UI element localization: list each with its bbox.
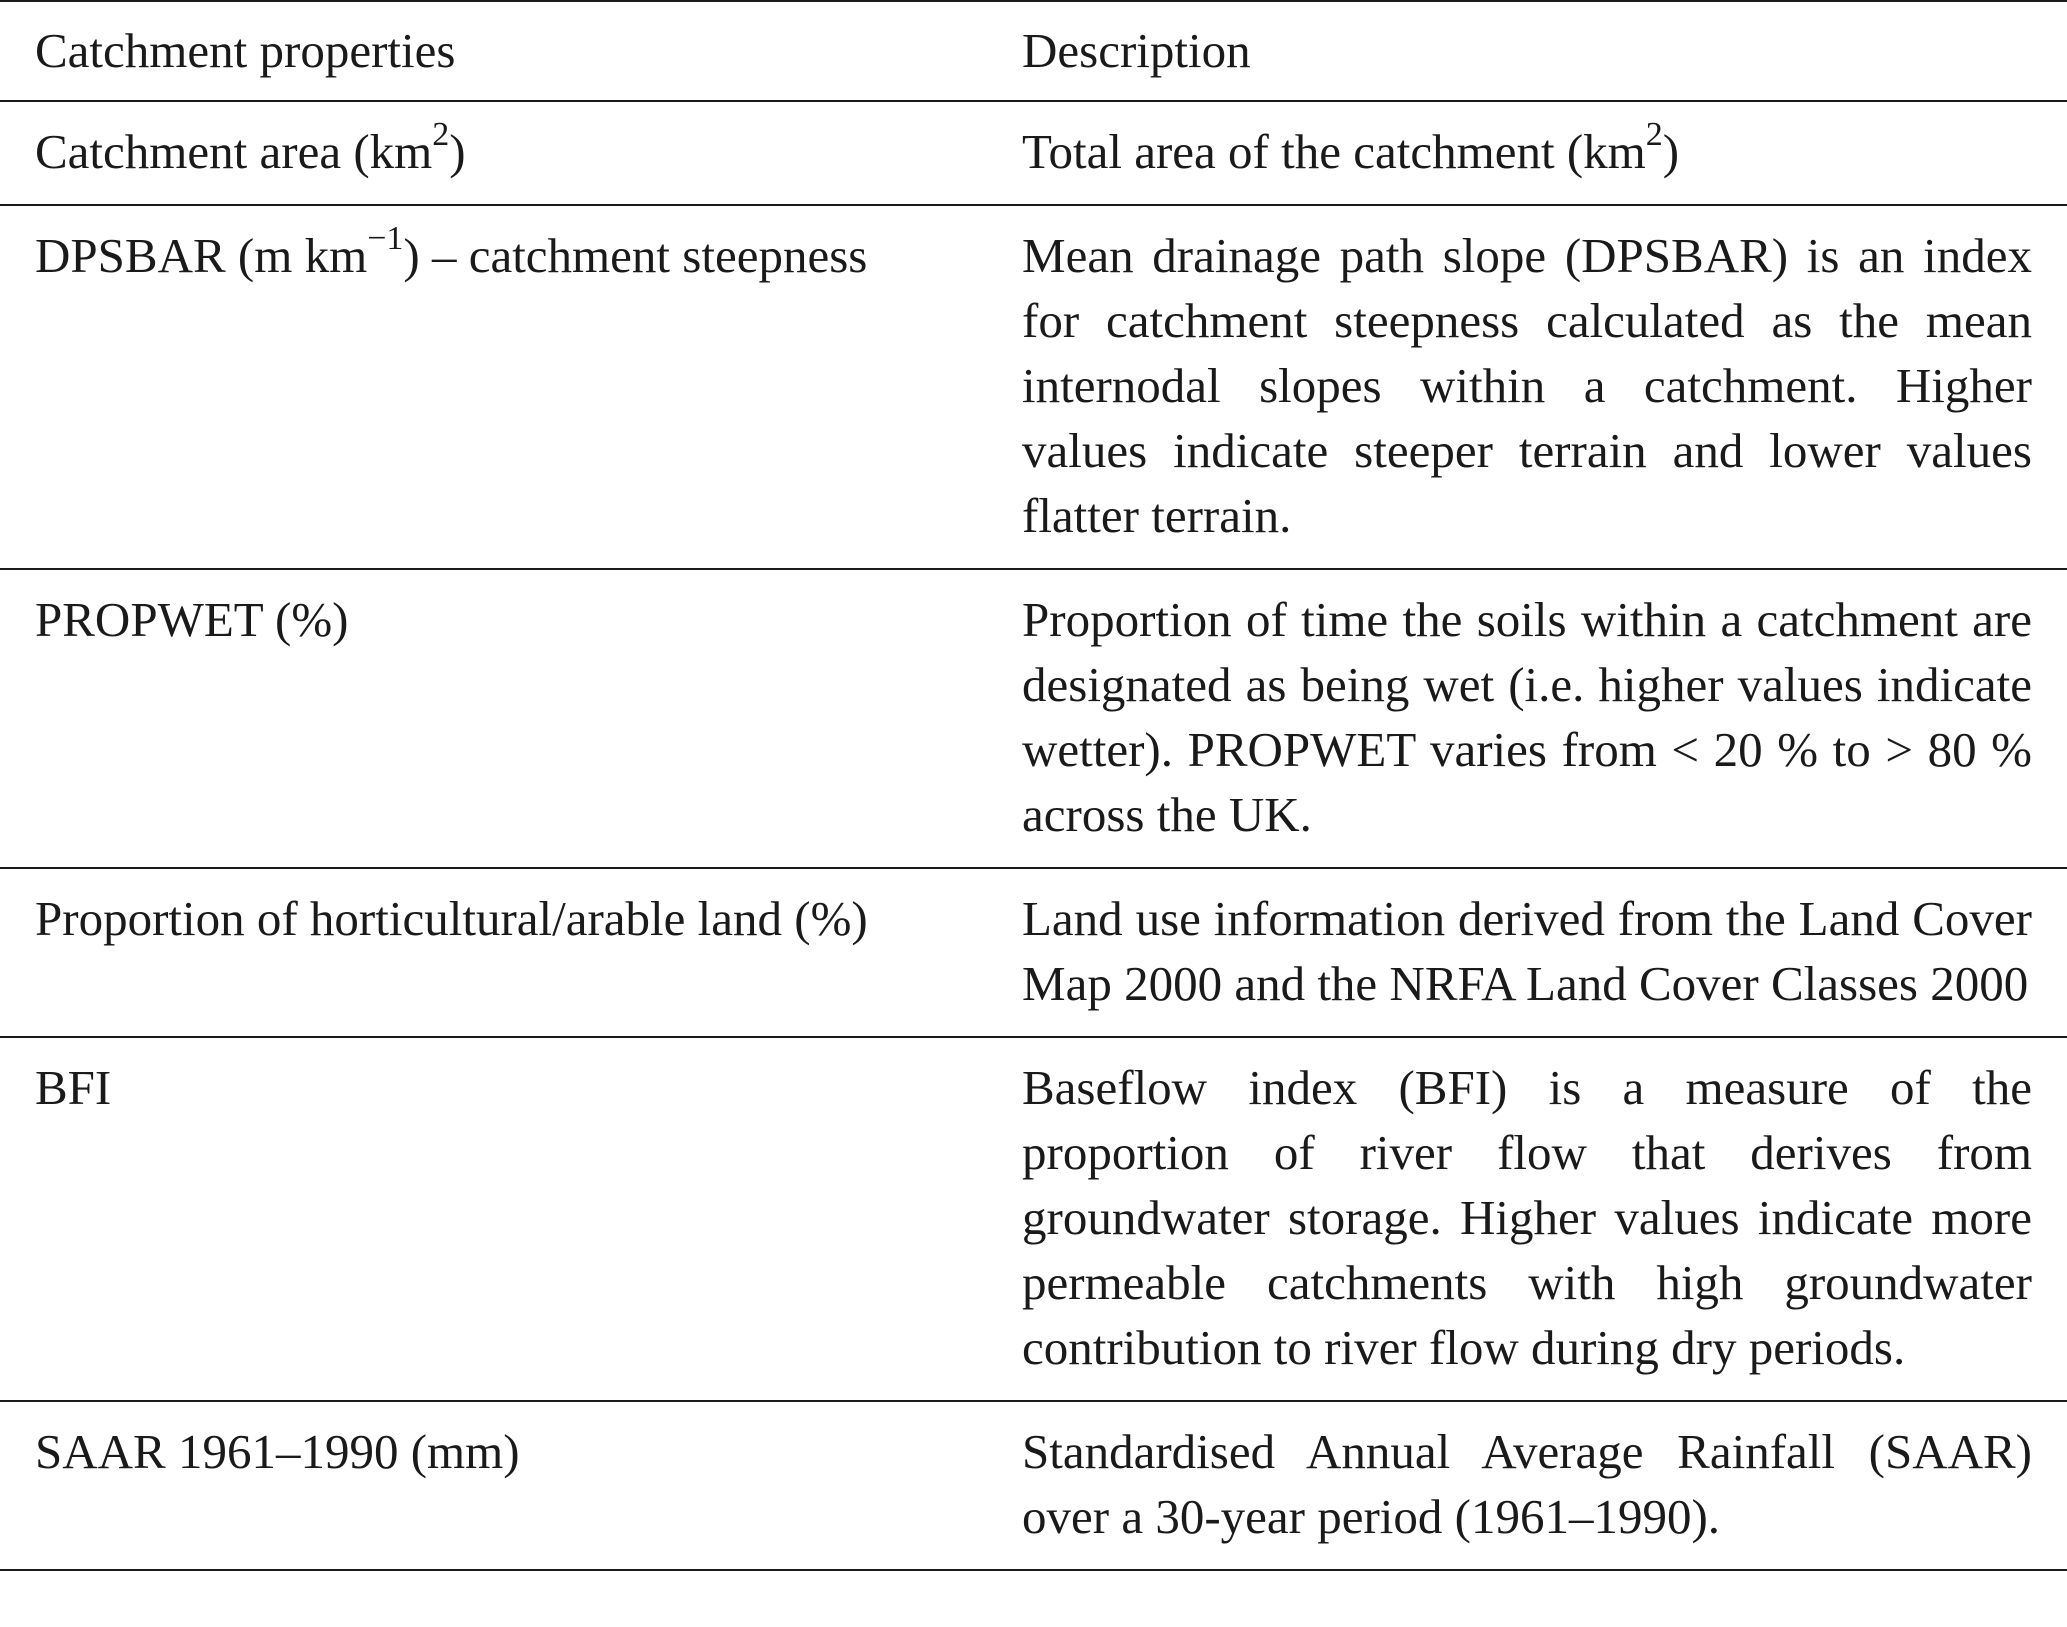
table-row-arable-land bbox=[0, 868, 2067, 1037]
header-description: Description bbox=[1022, 1, 2067, 101]
table-row-bfi bbox=[0, 1037, 2067, 1401]
superscript: −1 bbox=[367, 219, 404, 257]
table-header-row bbox=[0, 1, 2067, 101]
property-cell: PROPWET (%) bbox=[0, 569, 1022, 868]
description-text-tail: ) bbox=[1662, 124, 1680, 179]
property-text-tail: ) – catchment steepness bbox=[403, 228, 868, 283]
table-row-propwet bbox=[0, 569, 2067, 868]
description-text-wrap bbox=[1022, 115, 2032, 184]
description-cell bbox=[1022, 569, 2067, 868]
description-text: Proportion of time the soils within a catchment are designated as being wet (i.e. higher values indicate wetter). PROPWET varies from < 20 % to > 80 % across the UK. bbox=[1022, 592, 2032, 842]
header-catchment-properties: Catchment properties bbox=[0, 1, 1022, 101]
superscript: 2 bbox=[1645, 115, 1663, 153]
description-cell bbox=[1022, 101, 2067, 205]
description-cell bbox=[1022, 1037, 2067, 1401]
description-cell bbox=[1022, 1401, 2067, 1570]
superscript: 2 bbox=[432, 115, 450, 153]
description-text: Total area of the catchment (km bbox=[1022, 124, 1646, 179]
description-text: Land use information derived from the Land Cover Map 2000 and the NRFA Land Cover Classes 2000 bbox=[1022, 891, 2032, 1011]
property-cell: Proportion of horticultural/arable land (%) bbox=[0, 868, 1022, 1037]
table-row-catchment-area bbox=[0, 101, 2067, 205]
description-text: Standardised Annual Average Rainfall (SAAR) over a 30-year period (1961–1990). bbox=[1022, 1424, 2032, 1544]
property-cell bbox=[0, 101, 1022, 205]
table-row-dpsbar bbox=[0, 205, 2067, 569]
property-text: Catchment area (km bbox=[35, 124, 433, 179]
property-cell bbox=[0, 205, 1022, 569]
property-text-tail: ) bbox=[449, 124, 466, 179]
property-cell: SAAR 1961–1990 (mm) bbox=[0, 1401, 1022, 1570]
property-cell: BFI bbox=[0, 1037, 1022, 1401]
description-cell bbox=[1022, 205, 2067, 569]
description-text: Baseflow index (BFI) is a measure of the proportion of river flow that derives from groundwater storage. Higher values indicate more permeable catchments with high groundwater contribution to river flow during dry periods. bbox=[1022, 1060, 2032, 1375]
description-cell bbox=[1022, 868, 2067, 1037]
description-text: Mean drainage path slope (DPSBAR) is an index for catchment steepness calculated as the mean internodal slopes within a catchment. Higher values indicate steeper terrain and lower values flatter terrain. bbox=[1022, 228, 2032, 543]
property-text: DPSBAR (m km bbox=[35, 228, 368, 283]
table-row-saar bbox=[0, 1401, 2067, 1570]
